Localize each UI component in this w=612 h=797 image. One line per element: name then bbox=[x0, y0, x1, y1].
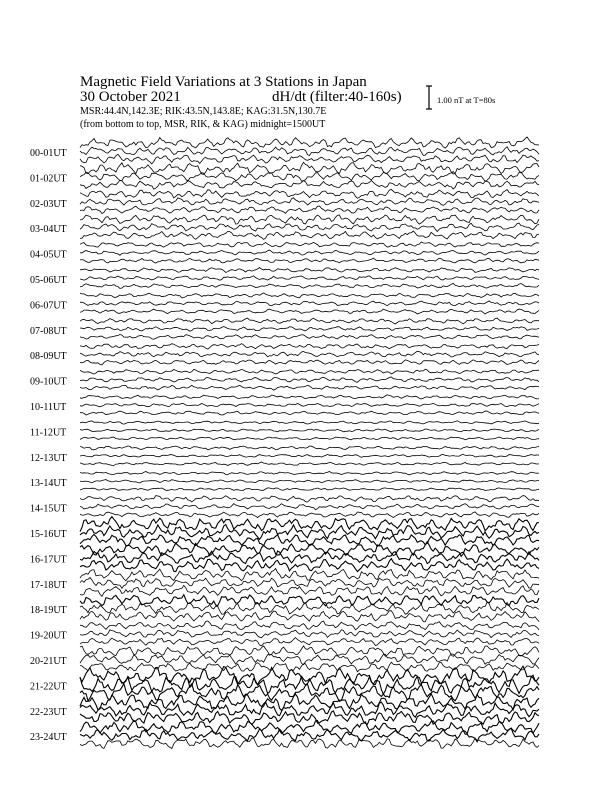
trace-rik bbox=[80, 429, 539, 432]
trace-rik bbox=[80, 301, 539, 306]
order-line: (from bottom to top, MSR, RIK, & KAG) midnight=1500UT bbox=[80, 119, 326, 130]
hour-label: 11-12UT bbox=[30, 427, 67, 439]
trace-kag bbox=[80, 595, 539, 606]
trace-kag bbox=[80, 421, 539, 424]
hour-label: 21-22UT bbox=[30, 681, 67, 693]
trace-msr bbox=[80, 662, 539, 672]
trace-rik bbox=[80, 250, 539, 255]
trace-msr bbox=[80, 309, 539, 314]
hour-label: 13-14UT bbox=[30, 478, 67, 490]
chart-quantity: dH/dt (filter:40-160s) bbox=[272, 89, 402, 105]
trace-msr bbox=[80, 360, 539, 365]
hour-label: 15-16UT bbox=[30, 529, 67, 540]
trace-msr bbox=[80, 437, 539, 440]
hour-label: 18-19UT bbox=[30, 605, 67, 617]
trace-kag bbox=[80, 293, 539, 298]
hour-label: 19-20UT bbox=[30, 630, 67, 642]
hour-label: 10-11UT bbox=[30, 402, 67, 413]
trace-kag bbox=[80, 395, 539, 399]
trace-kag bbox=[80, 268, 539, 273]
trace-kag bbox=[80, 215, 539, 224]
hour-label: 22-23UT bbox=[30, 706, 67, 718]
hour-label: 20-21UT bbox=[30, 656, 67, 667]
trace-rik bbox=[80, 172, 539, 182]
trace-rik bbox=[80, 602, 539, 614]
trace-msr bbox=[80, 180, 539, 189]
trace-kag bbox=[80, 621, 539, 630]
hour-label: 09-10UT bbox=[30, 376, 67, 388]
trace-msr bbox=[80, 488, 539, 491]
trace-msr bbox=[80, 738, 539, 749]
hour-label: 01-02UT bbox=[30, 173, 67, 185]
trace-rik bbox=[80, 578, 539, 589]
trace-msr bbox=[80, 335, 539, 340]
trace-msr bbox=[80, 411, 539, 415]
trace-kag bbox=[80, 369, 539, 374]
trace-rik bbox=[80, 480, 539, 483]
trace-rik bbox=[80, 403, 539, 407]
trace-rik bbox=[80, 198, 539, 206]
hour-label: 00-01UT bbox=[30, 148, 67, 159]
trace-msr bbox=[80, 559, 539, 572]
trace-rik bbox=[80, 454, 539, 457]
trace-kag bbox=[80, 162, 539, 174]
trace-kag bbox=[80, 517, 539, 532]
trace-rik bbox=[80, 551, 539, 564]
hour-label: 12-13UT bbox=[30, 452, 67, 464]
trace-msr bbox=[80, 585, 539, 596]
chart-title: Magnetic Field Variations at 3 Stations in Japan bbox=[80, 74, 367, 90]
trace-msr bbox=[80, 711, 539, 725]
trace-msr bbox=[80, 462, 539, 466]
trace-msr bbox=[80, 231, 539, 239]
trace-rik bbox=[80, 276, 539, 280]
trace-kag bbox=[80, 446, 539, 450]
trace-rik bbox=[80, 504, 539, 510]
trace-msr bbox=[80, 283, 539, 288]
hour-label: 04-05UT bbox=[30, 249, 67, 261]
trace-rik bbox=[80, 654, 539, 665]
hour-label: 16-17UT bbox=[30, 554, 67, 566]
trace-kag bbox=[80, 542, 539, 557]
trace-kag bbox=[80, 344, 539, 350]
trace-msr bbox=[80, 258, 539, 263]
hour-label: 14-15UT bbox=[30, 503, 67, 515]
trace-rik bbox=[80, 326, 539, 331]
trace-kag bbox=[80, 137, 539, 148]
trace-msr bbox=[80, 385, 539, 390]
scale-label: 1.00 nT at T=80s bbox=[437, 95, 496, 105]
trace-rik bbox=[80, 223, 539, 231]
trace-rik bbox=[80, 147, 539, 156]
hour-label: 05-06UT bbox=[30, 275, 67, 286]
chart-date: 30 October 2021 bbox=[80, 89, 181, 105]
stations-line: MSR:44.4N,142.3E; RIK:43.5N,143.8E; KAG:31.5N,130.7E bbox=[80, 106, 327, 117]
trace-msr bbox=[80, 638, 539, 646]
trace-rik bbox=[80, 377, 539, 382]
trace-kag bbox=[80, 189, 539, 198]
hour-label: 07-08UT bbox=[30, 325, 67, 337]
hour-label: 02-03UT bbox=[30, 198, 67, 210]
scale-bar bbox=[426, 86, 495, 109]
trace-kag bbox=[80, 318, 539, 324]
hour-label: 08-09UT bbox=[30, 351, 67, 363]
hour-rows bbox=[30, 137, 539, 749]
trace-kag bbox=[80, 720, 539, 733]
trace-msr bbox=[80, 611, 539, 622]
hour-label: 06-07UT bbox=[30, 300, 67, 312]
hour-label: 03-04UT bbox=[30, 224, 67, 236]
trace-kag bbox=[80, 496, 539, 503]
trace-rik bbox=[80, 351, 539, 357]
trace-kag bbox=[80, 646, 539, 657]
hour-label: 17-18UT bbox=[30, 579, 67, 591]
trace-kag bbox=[80, 242, 539, 247]
trace-msr bbox=[80, 206, 539, 214]
hour-label: 23-24UT bbox=[30, 732, 67, 744]
trace-rik bbox=[80, 630, 539, 638]
trace-kag bbox=[80, 472, 539, 475]
trace-msr bbox=[80, 512, 539, 518]
